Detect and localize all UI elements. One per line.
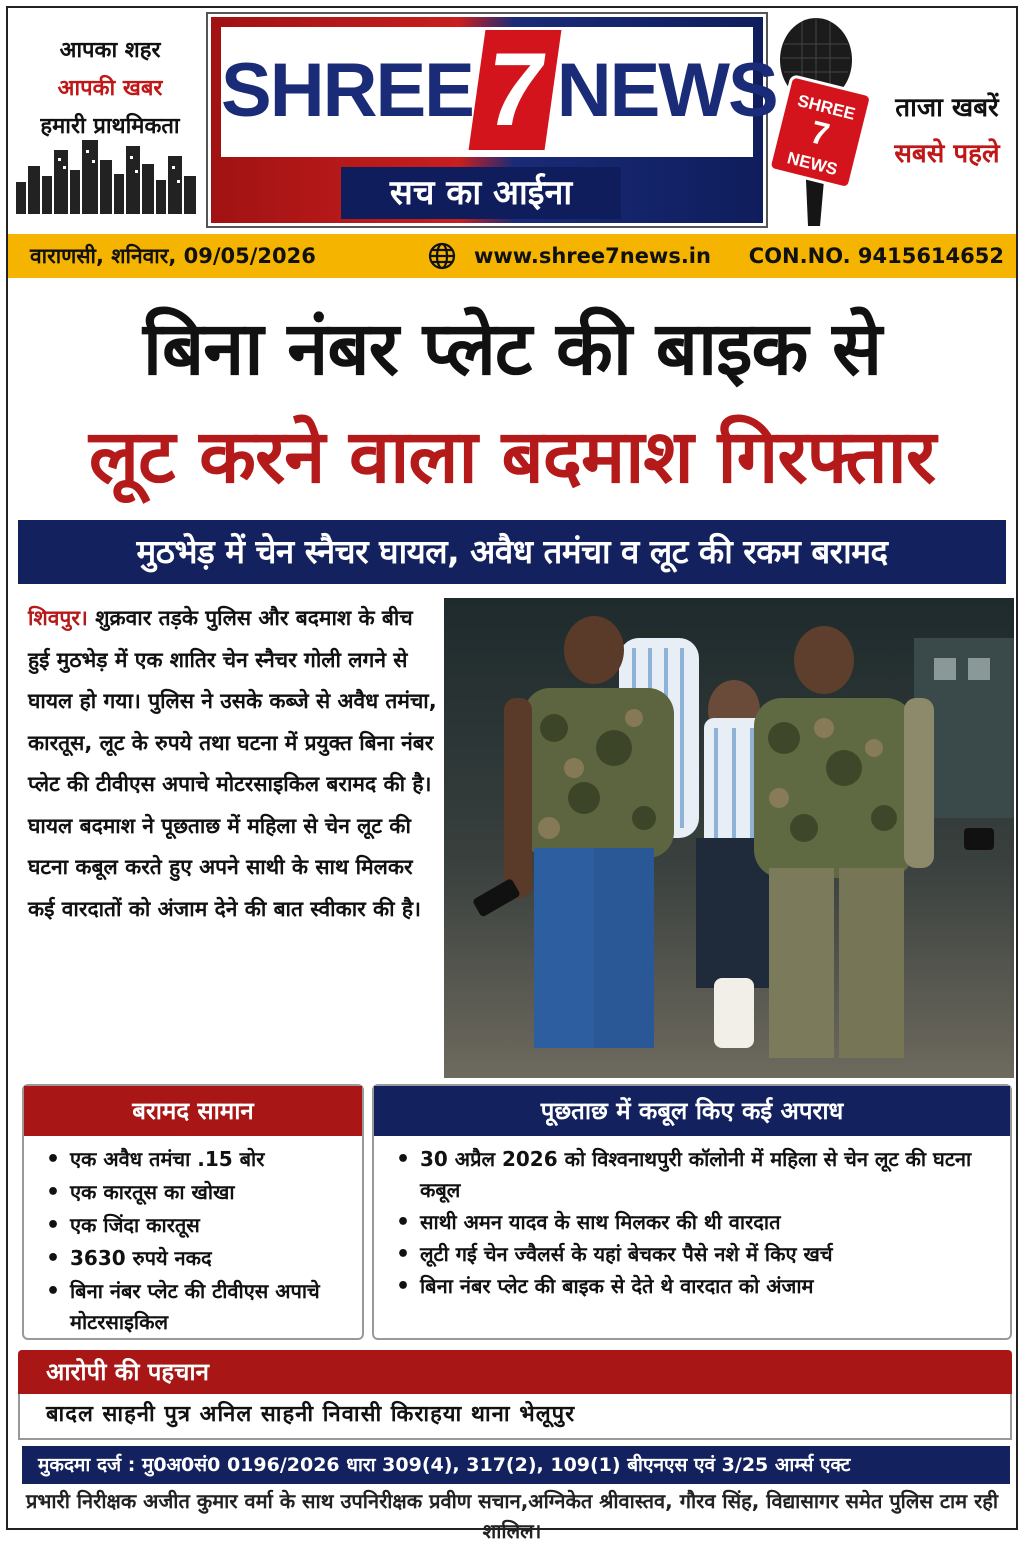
accused-identity-detail: बादल साहनी पुत्र अनिल साहनी निवासी किराहया थाना भेलूपुर bbox=[18, 1394, 1012, 1440]
city-skyline-icon bbox=[16, 136, 196, 214]
brand-word-shree: SHREE bbox=[221, 48, 473, 133]
microphone-icon bbox=[764, 14, 874, 226]
contact-number: CON.NO. 9415614652 bbox=[748, 244, 1004, 268]
subheadline: मुठभेड़ में चेन स्नैचर घायल, अवैध तमंचा व लूट की रकम बरामद bbox=[18, 520, 1006, 584]
masthead bbox=[8, 8, 1016, 230]
confessed-crimes-box bbox=[372, 1084, 1012, 1340]
story-text: शुक्रवार तड़के पुलिस और बदमाश के बीच हुई मुठभेड़ में एक शातिर चेन स्नैचर गोली लगने से घायल हो गया। पुलिस ने उसके कब्जे से अवैध तमंचा, कारतूस, लूट के रुपये तथा घटना में प्रयुक्त बिना नंबर प्लेट की टीवीएस अपाचे मोटरसाइकिल बरामद की है। घायल बदमाश ने पूछताछ में महिला से चेन लूट की घटना कबूल करते हुए अपने साथी के साथ मिलकर कई वारदातों को अंजाम देने की बात स्वीकार की है। bbox=[28, 606, 437, 921]
case-registration-bar: मुकदमा दर्ज : मु0अ0सं0 0196/2026 धारा 309(4), 317(2), 109(1) बीएनएस एवं 3/25 आर्म्स एक्ट bbox=[22, 1446, 1010, 1484]
brand-number-seven: 7 bbox=[468, 30, 561, 150]
recovered-items-title: बरामद सामान bbox=[24, 1086, 362, 1136]
tagline-right bbox=[880, 88, 1014, 170]
list-item: • लूटी गई चेन ज्वैलर्स के यहां बेचकर पैसे नशे में किए खर्च bbox=[392, 1239, 1000, 1270]
tagline-left-line-1: आपका शहर bbox=[59, 38, 161, 63]
list-item: • एक अवैध तमंचा .15 बोर bbox=[42, 1144, 352, 1175]
globe-icon bbox=[428, 242, 456, 270]
mic-label-shree: SHREE bbox=[795, 91, 858, 124]
list-item: • बिना नंबर प्लेट की टीवीएस अपाचे मोटरसाइकिल bbox=[42, 1276, 352, 1338]
accused-identity-title: आरोपी की पहचान bbox=[18, 1350, 1012, 1394]
brand-title bbox=[221, 31, 777, 150]
news-photo bbox=[444, 598, 1014, 1078]
story-dateline-place: शिवपुर। bbox=[28, 606, 88, 630]
list-item: • 3630 रुपये नकद bbox=[42, 1243, 352, 1274]
headline-line-2: लूट करने वाला बदमाश गिरफ्तार bbox=[88, 414, 936, 500]
police-team-footer: प्रभारी निरीक्षक अजीत कुमार वर्मा के साथ उपनिरीक्षक प्रवीण सचान,अग्निकेत श्रीवास्तव, गौरव सिंह, विद्यासागर समेत पुलिस टाम रही शालिल। bbox=[25, 1489, 999, 1543]
brand-word-news: NEWS bbox=[556, 48, 777, 133]
tagline-left-line-3: हमारी प्राथमिकता bbox=[40, 114, 180, 139]
list-item: • एक जिंदा कारतूस bbox=[42, 1210, 352, 1241]
headline-line-1: बिना नंबर प्लेट की बाइक से bbox=[142, 306, 882, 392]
list-item: • एक कारतूस का खोखा bbox=[42, 1177, 352, 1208]
website-link[interactable]: www.shree7news.in bbox=[474, 244, 711, 268]
brand-tagline: सच का आईना bbox=[341, 167, 621, 219]
list-item: • 30 अप्रैल 2026 को विश्वनाथपुरी कॉलोनी में महिला से चेन लूट की घटना कबूल bbox=[392, 1144, 1000, 1206]
recovered-items-list bbox=[24, 1136, 362, 1338]
newspaper-page bbox=[6, 6, 1018, 1543]
confessed-crimes-title: पूछताछ में कबूल किए कई अपराध bbox=[374, 1086, 1010, 1136]
tagline-right-line-2: सबसे पहले bbox=[894, 139, 1000, 169]
mic-label-news: NEWS bbox=[785, 148, 840, 180]
confessed-crimes-list bbox=[374, 1136, 1010, 1302]
dateline: वाराणसी, शनिवार, 09/05/2026 bbox=[30, 244, 316, 268]
list-item: • साथी अमन यादव के साथ मिलकर की थी वारदात bbox=[392, 1207, 1000, 1238]
tagline-right-line-1: ताजा खबरें bbox=[895, 93, 999, 123]
story-body bbox=[28, 598, 440, 930]
list-item: • बिना नंबर प्लेट की बाइक से देते थे वारदात को अंजाम bbox=[392, 1271, 1000, 1302]
info-bar bbox=[8, 234, 1016, 278]
brand-logo bbox=[208, 14, 777, 226]
mic-label-seven: 7 bbox=[807, 113, 833, 153]
tagline-left-line-2: आपकी खबर bbox=[57, 76, 163, 101]
recovered-items-box bbox=[22, 1084, 364, 1340]
